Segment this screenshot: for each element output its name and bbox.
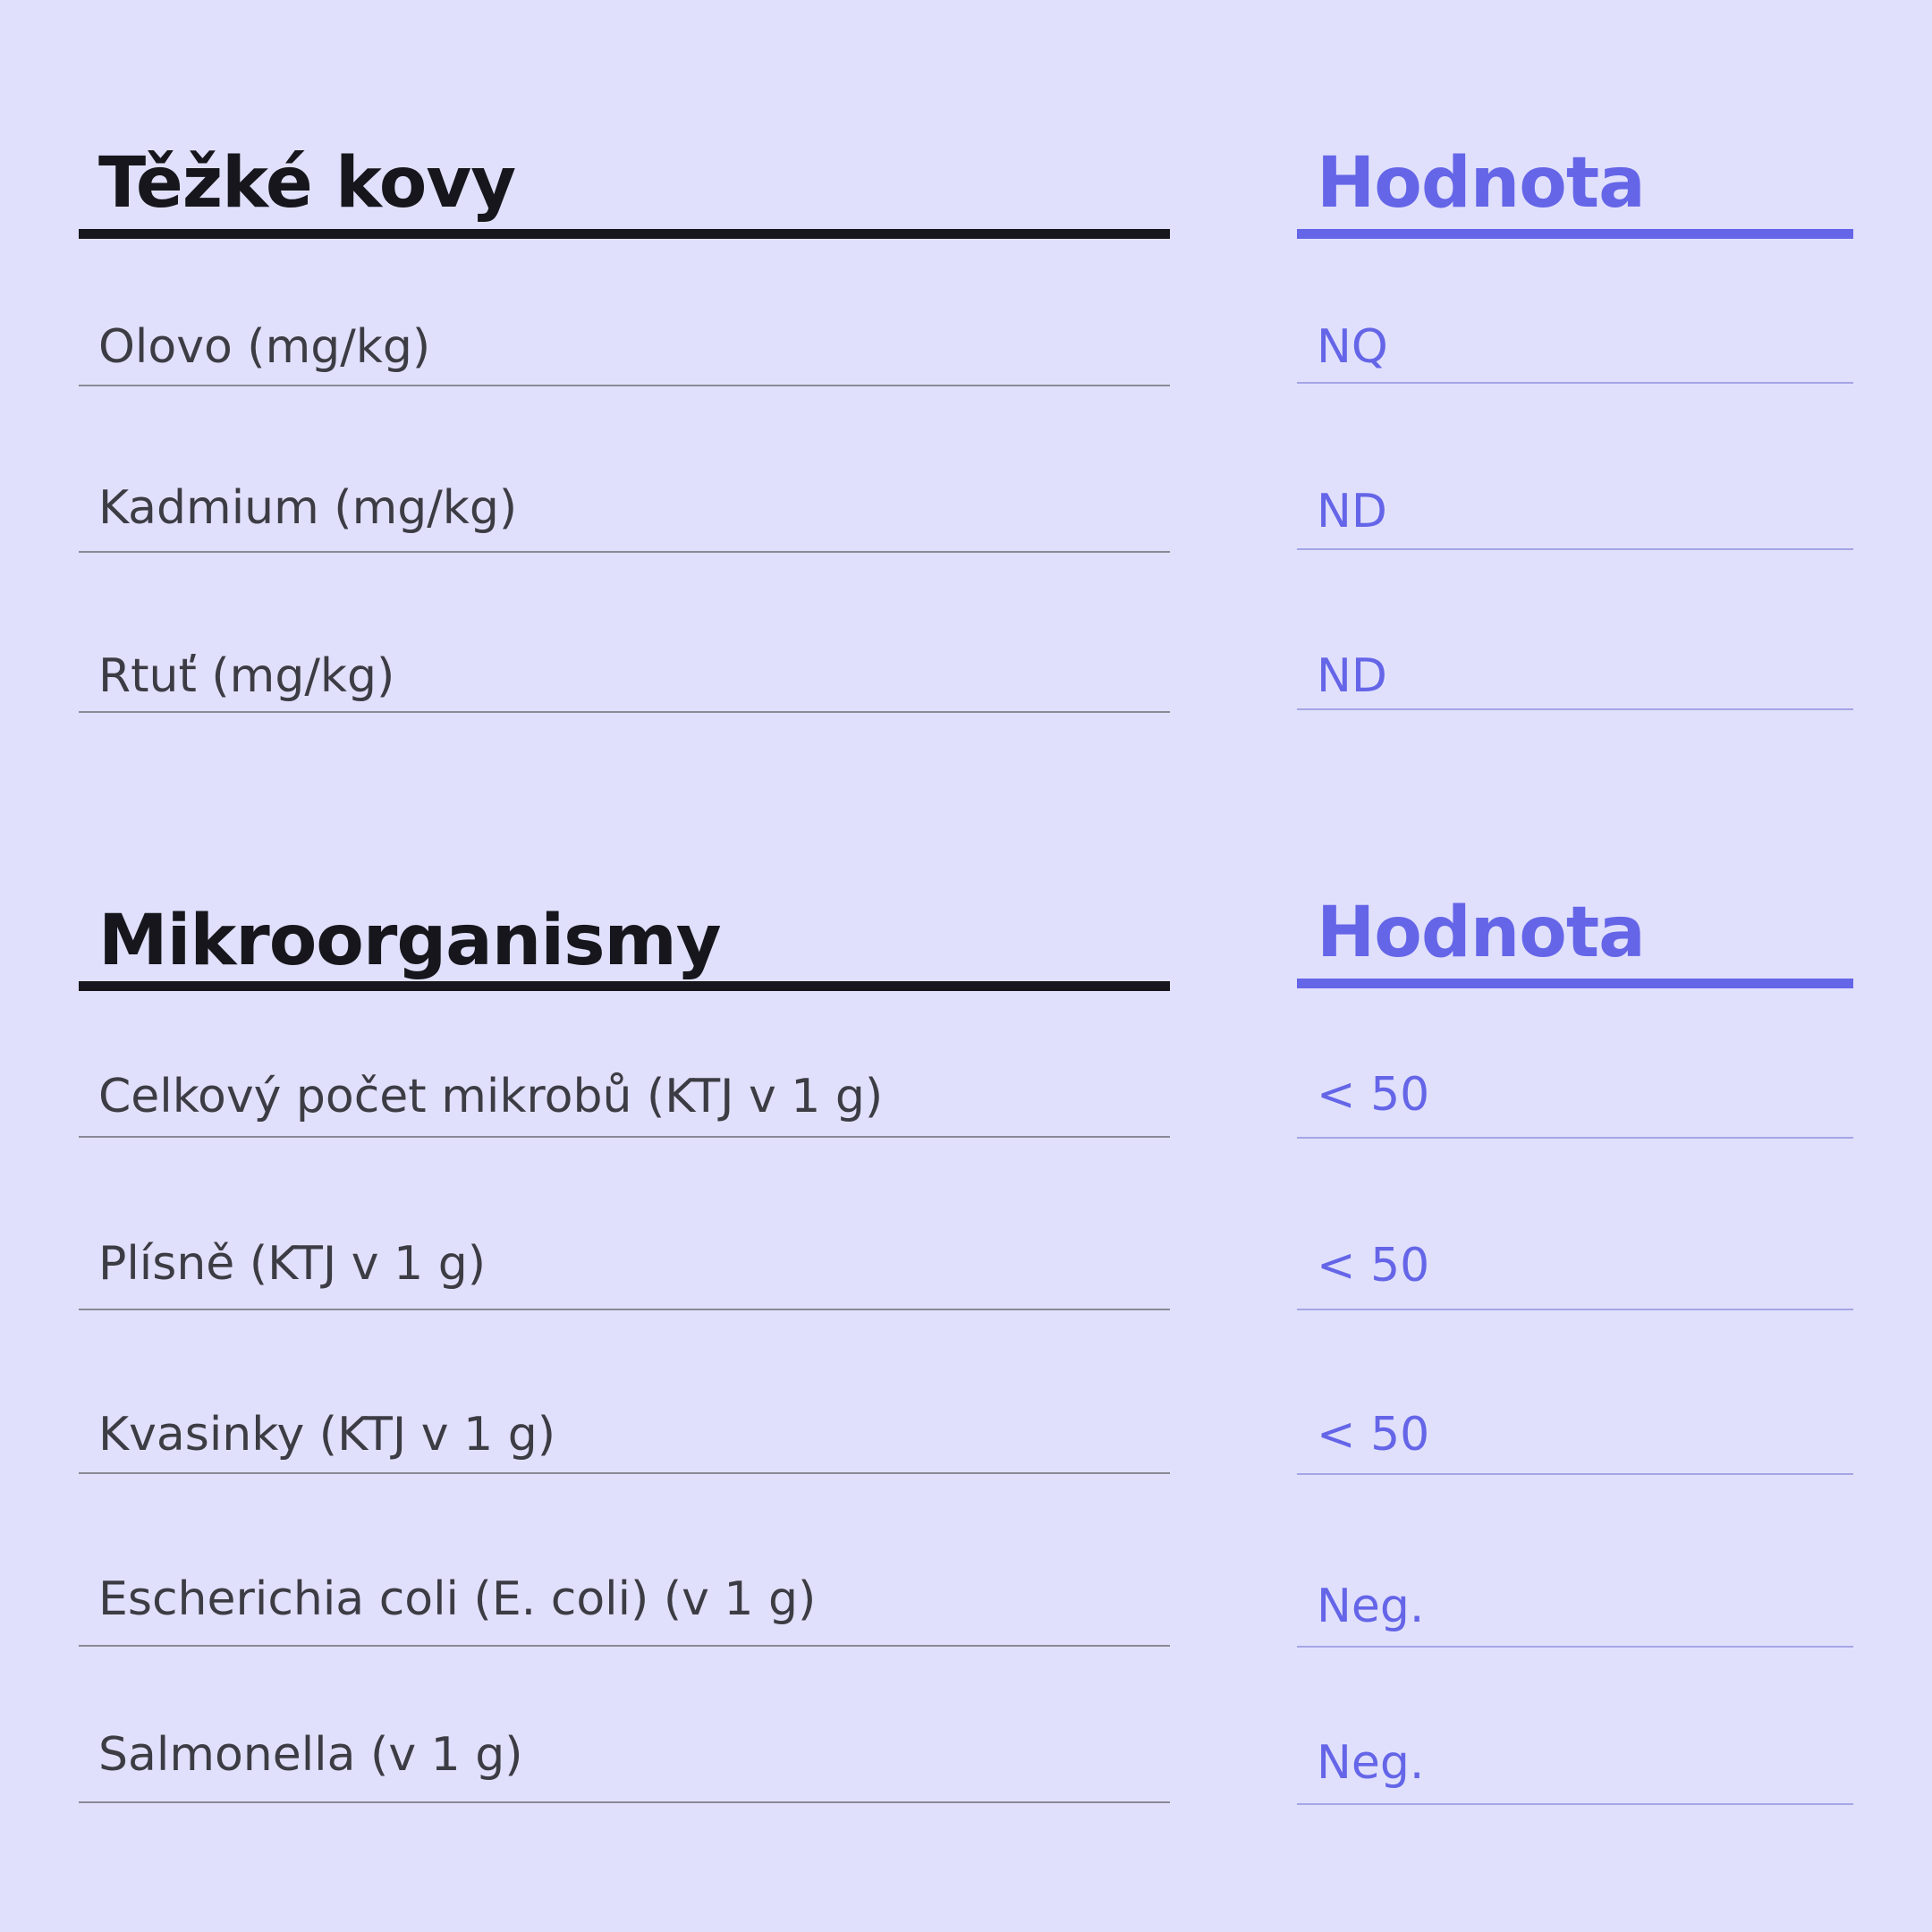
row-value-lead: NQ bbox=[1317, 320, 1388, 374]
row-divider bbox=[79, 1645, 1170, 1647]
row-label-total-microbes: Celkový počet mikrobů (KTJ v 1 g) bbox=[98, 1070, 884, 1123]
row-label-ecoli: Escherichia coli (E. coli) (v 1 g) bbox=[98, 1572, 817, 1626]
row-value-ecoli: Neg. bbox=[1317, 1580, 1425, 1633]
row-value-yeasts: < 50 bbox=[1317, 1408, 1430, 1462]
row-value-mercury: ND bbox=[1317, 649, 1387, 703]
microorganisms-title-rule bbox=[79, 981, 1170, 991]
row-divider bbox=[79, 1136, 1170, 1138]
row-divider bbox=[79, 1309, 1170, 1310]
row-label-salmonella: Salmonella (v 1 g) bbox=[98, 1728, 523, 1782]
row-divider-value bbox=[1297, 1473, 1853, 1475]
microorganisms-title: Mikroorganismy bbox=[98, 901, 721, 981]
row-label-mercury: Rtuť (mg/kg) bbox=[98, 649, 395, 703]
row-divider bbox=[79, 385, 1170, 386]
row-label-lead: Olovo (mg/kg) bbox=[98, 320, 431, 374]
row-value-molds: < 50 bbox=[1317, 1239, 1430, 1292]
row-value-total-microbes: < 50 bbox=[1317, 1068, 1430, 1122]
row-divider-value bbox=[1297, 1803, 1853, 1805]
row-divider bbox=[79, 711, 1170, 713]
row-value-salmonella: Neg. bbox=[1317, 1736, 1425, 1790]
heavy-metals-title-rule bbox=[79, 229, 1170, 239]
row-divider bbox=[79, 1472, 1170, 1474]
row-divider-value bbox=[1297, 708, 1853, 710]
row-label-yeasts: Kvasinky (KTJ v 1 g) bbox=[98, 1408, 555, 1462]
microorganisms-value-rule bbox=[1297, 979, 1853, 988]
row-divider-value bbox=[1297, 1646, 1853, 1648]
microorganisms-value-header: Hodnota bbox=[1317, 893, 1645, 973]
heavy-metals-value-header: Hodnota bbox=[1317, 143, 1645, 224]
row-divider bbox=[79, 1801, 1170, 1803]
row-divider bbox=[79, 551, 1170, 553]
heavy-metals-title: Těžké kovy bbox=[98, 143, 516, 224]
row-label-molds: Plísně (KTJ v 1 g) bbox=[98, 1237, 487, 1291]
row-label-cadmium: Kadmium (mg/kg) bbox=[98, 481, 518, 535]
row-divider-value bbox=[1297, 1309, 1853, 1310]
heavy-metals-value-rule bbox=[1297, 229, 1853, 239]
row-value-cadmium: ND bbox=[1317, 485, 1387, 538]
row-divider-value bbox=[1297, 548, 1853, 550]
row-divider-value bbox=[1297, 1137, 1853, 1139]
row-divider-value bbox=[1297, 382, 1853, 384]
